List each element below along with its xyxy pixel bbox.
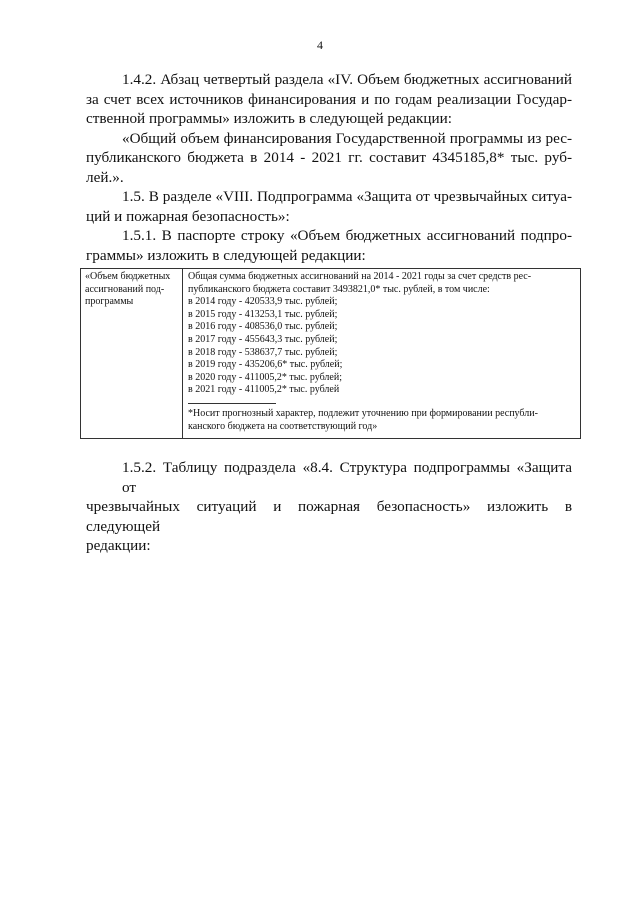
- table-row-value-cell: [183, 269, 580, 438]
- year-allocation-line: в 2018 году - 538637,7 тыс. рублей;: [188, 346, 338, 358]
- text-line: 1.5.2. Таблицу подраздела «8.4. Структура подпрограммы «Защита от: [122, 459, 572, 496]
- row-label-line: «Объем бюджетных: [85, 271, 171, 282]
- text-line: 1.4.2. Абзац четвертый раздела «IV. Объем бюджетных ассигнований: [122, 71, 572, 88]
- row-label-line: программы: [85, 296, 134, 308]
- year-allocation-line: в 2019 году - 435206,6* тыс. рублей;: [188, 359, 343, 371]
- text-line: 1.5. В разделе «VIII. Подпрограмма «Защита от чрезвычайных ситуа-: [122, 188, 572, 205]
- footnote-line: *Носит прогнозный характер, подлежит уточнению при формировании республи-: [188, 407, 538, 419]
- text-line: публиканского бюджета в 2014 - 2021 гг. составит 4345185,8* тыс. руб-: [86, 149, 572, 166]
- amendment-text-block: [86, 70, 572, 265]
- text-line: ций и пожарная безопасность»:: [86, 207, 290, 225]
- year-allocation-line: в 2014 году - 420533,9 тыс. рублей;: [188, 296, 338, 308]
- footnote-divider: [188, 403, 276, 404]
- text-line: граммы» изложить в следующей редакции:: [86, 246, 366, 264]
- row-label-line: ассигнований под-: [85, 283, 165, 295]
- allocation-line: публиканского бюджета составит 3493821,0* тыс. рублей, в том числе:: [188, 283, 490, 295]
- year-allocation-line: в 2015 году - 413253,1 тыс. рублей;: [188, 308, 338, 320]
- year-allocation-line: в 2017 году - 455643,3 тыс. рублей;: [188, 333, 338, 345]
- footnote-line: канского бюджета на соответствующий год»: [188, 420, 378, 432]
- text-line: 1.5.1. В паспорте строку «Объем бюджетных ассигнований подпро-: [122, 227, 572, 244]
- text-line: чрезвычайных ситуаций и пожарная безопасность» изложить в следующей: [86, 498, 572, 535]
- table-amendment-text-block: [86, 458, 572, 556]
- page-number: 4: [317, 38, 323, 52]
- text-line: ственной программы» изложить в следующей редакции:: [86, 110, 453, 127]
- text-line: за счет всех источников финансирования и по годам реализации Государ-: [86, 90, 572, 108]
- text-line: «Общий объем финансирования Государственной программы из рес-: [122, 129, 572, 147]
- year-allocation-line: в 2021 году - 411005,2* тыс. рублей: [188, 384, 340, 396]
- text-line: лей.».: [86, 168, 124, 186]
- year-allocation-line: в 2020 году - 411005,2* тыс. рублей;: [188, 371, 342, 383]
- table-row-label-cell: [81, 269, 183, 438]
- allocation-line: Общая сумма бюджетных ассигнований на 2014 - 2021 годы за счет средств рес-: [188, 271, 532, 282]
- budget-allocation-table: [80, 268, 581, 439]
- year-allocation-line: в 2016 году - 408536,0 тыс. рублей;: [188, 321, 338, 333]
- text-line: редакции:: [86, 537, 151, 554]
